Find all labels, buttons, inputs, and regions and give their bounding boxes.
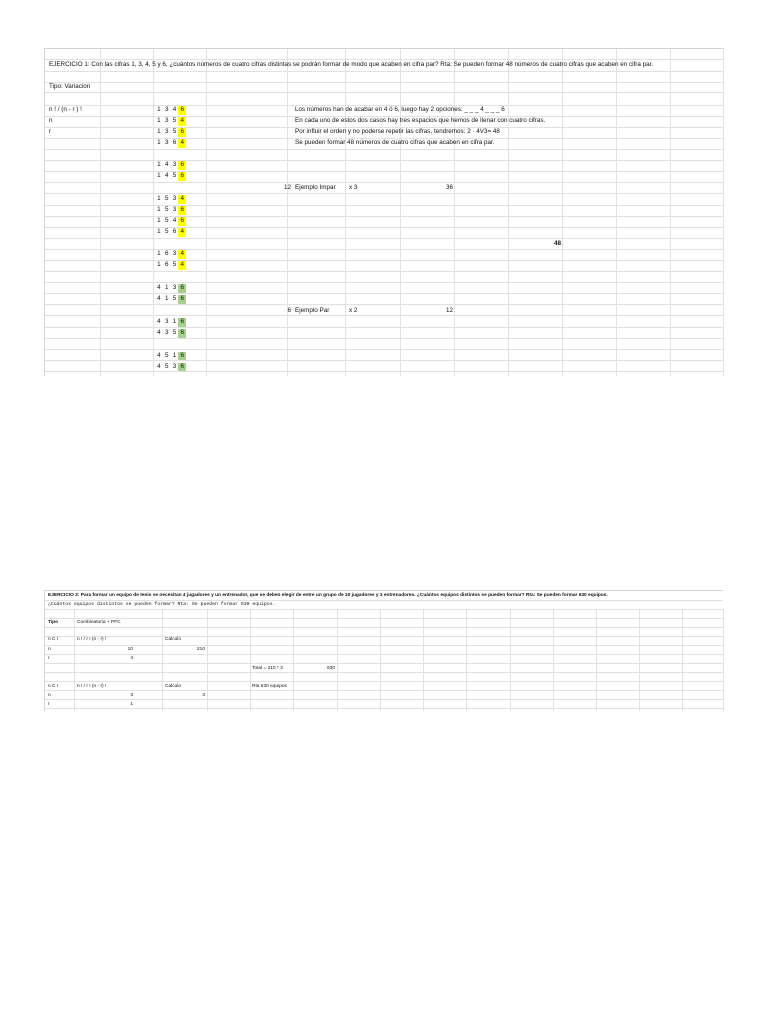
number-row: [155, 363, 186, 371]
digit-cell: 5: [164, 217, 169, 224]
number-row: [155, 329, 186, 337]
number-row: [155, 250, 186, 258]
digit-cell: 1: [157, 117, 161, 124]
explanation-line: Se pueden formar 48 números de cuatro cifras que acaben en cifra par.: [295, 139, 495, 146]
number-row: [155, 352, 186, 360]
digit-cell: 4: [180, 250, 185, 257]
tipo-label: Tipo: [48, 620, 59, 625]
calculo-value: 210: [196, 647, 205, 652]
combination-formula: n ! / r ! (n - r) !: [77, 684, 107, 689]
digit-cell: 1: [157, 172, 161, 179]
digit-cell: 1: [172, 352, 177, 359]
digit-cell: 4: [157, 318, 161, 325]
digit-cell: 6: [180, 318, 185, 325]
digit-cell: 1: [164, 295, 169, 302]
digit-cell: 6: [180, 284, 185, 291]
digit-cell: 5: [164, 195, 169, 202]
ncr-label: n C r: [48, 637, 59, 642]
digit-cell: 3: [172, 250, 177, 257]
number-row: [155, 295, 186, 303]
r-value: 1: [130, 702, 133, 707]
digit-cell: 4: [157, 329, 161, 336]
digit-cell: 3: [164, 117, 169, 124]
digit-cell: 3: [172, 195, 177, 202]
digit-cell: 4: [172, 217, 177, 224]
digit-cell: 6: [180, 128, 185, 135]
digit-cell: 6: [172, 228, 177, 235]
digit-cell: 5: [164, 352, 169, 359]
digit-cell: 5: [164, 206, 169, 213]
number-row: [155, 318, 186, 326]
spreadsheet-ejercicio-2: [44, 590, 723, 711]
number-row: [155, 195, 186, 203]
digit-cell: 6: [180, 295, 185, 302]
exercise-1-title: EJERCICIO 1: Con las cifras 1, 3, 4, 5 y 6, ¿cuántos números de cuatro cifras distintas se podrán formar de modo que acaben en cifra par? Rta: Se pueden formar 48 números de cuatro cifras que acaben en cifra par.: [49, 61, 654, 68]
digit-cell: 5: [172, 329, 177, 336]
impar-count: 12: [283, 184, 291, 191]
r-label: r: [48, 702, 50, 707]
digit-cell: 4: [180, 195, 185, 202]
digit-cell: 3: [172, 161, 177, 168]
digit-cell: 3: [172, 363, 177, 370]
total-value: 630: [326, 666, 335, 671]
digit-cell: 6: [180, 217, 185, 224]
par-multiplier: x 2: [349, 307, 358, 314]
digit-cell: 1: [164, 284, 169, 291]
digit-cell: 4: [180, 228, 185, 235]
number-row: [155, 228, 186, 236]
r-label: r: [48, 656, 50, 661]
digit-cell: 3: [164, 106, 169, 113]
number-row: [155, 172, 186, 180]
impar-multiplier: x 3: [349, 184, 358, 191]
exercise-2-title: EJERCICIO 2: Para formar un equipo de tenis se necesitan 4 jugadores y un entrenador, que se deben elegir de entre un grupo de 10 jugadores y 3 entrenadores. ¿Cuántos equipos distintos se pueden formar? Rta: Se pueden formar 630 equipos.: [48, 593, 608, 598]
digit-cell: 5: [172, 261, 177, 268]
digit-cell: 6: [180, 329, 185, 336]
digit-cell: 1: [157, 206, 161, 213]
digit-cell: 1: [157, 139, 161, 146]
digit-cell: 6: [164, 261, 169, 268]
par-count: 6: [287, 307, 291, 314]
digit-cell: 1: [157, 161, 161, 168]
n-value: 3: [130, 693, 133, 698]
digit-cell: 1: [157, 217, 161, 224]
total-result: 48: [553, 240, 561, 247]
par-label: Ejemplo Par: [295, 307, 330, 314]
digit-cell: 4: [180, 117, 185, 124]
digit-cell: 5: [172, 128, 177, 135]
digit-cell: 4: [157, 284, 161, 291]
n-label: n: [49, 117, 53, 124]
digit-cell: 6: [172, 139, 177, 146]
digit-cell: 3: [164, 139, 169, 146]
exercise-2-subtitle: ¿Cuántos equipos distintos se pueden formar? Rta: Se pueden formar 630 equipos.: [48, 602, 276, 607]
digit-cell: 4: [172, 106, 177, 113]
digit-cell: 3: [164, 318, 169, 325]
digit-cell: 3: [172, 284, 177, 291]
digit-cell: 1: [157, 195, 161, 202]
digit-cell: 5: [164, 228, 169, 235]
explanation-line: Los números han de acabar en 4 ó 6, luego hay 2 opciones: _ _ _ 4 _ _ _ 6: [295, 106, 505, 113]
calculo-value: 3: [202, 693, 205, 698]
digit-cell: 5: [172, 295, 177, 302]
digit-cell: 3: [164, 329, 169, 336]
digit-cell: 1: [157, 106, 161, 113]
digit-cell: 6: [180, 206, 185, 213]
digit-cell: 1: [157, 261, 161, 268]
digit-cell: 4: [157, 352, 161, 359]
digit-cell: 6: [180, 363, 185, 370]
r-value: 4: [130, 656, 133, 661]
digit-cell: 6: [180, 161, 185, 168]
digit-cell: 1: [157, 228, 161, 235]
calculo-label: Calculo: [165, 637, 181, 642]
digit-cell: 1: [157, 128, 161, 135]
n-value: 10: [127, 647, 133, 652]
spreadsheet-ejercicio-1: [44, 48, 724, 376]
number-row: [155, 161, 186, 169]
explanation-line: Por influir el orden y no poderse repetir las cifras, tendremos: 2 · 4V3= 48: [295, 128, 500, 135]
digit-cell: 4: [180, 139, 185, 146]
number-row: [155, 128, 186, 136]
digit-cell: 6: [180, 352, 185, 359]
n-label: n: [48, 693, 51, 698]
number-row: [155, 106, 186, 114]
digit-cell: 3: [164, 128, 169, 135]
digit-cell: 3: [172, 206, 177, 213]
digit-cell: 1: [157, 250, 161, 257]
explanation-line: En cada uno de estos dos casos hay tres espacios que hemos de llenar con cuatro cifras.: [295, 117, 546, 124]
answer-label: Rta 630 equipos: [252, 684, 287, 689]
n-label: n: [48, 647, 51, 652]
digit-cell: 5: [172, 117, 177, 124]
digit-cell: 5: [172, 172, 177, 179]
number-row: [155, 261, 186, 269]
combination-formula: n ! / r ! (n - r) !: [77, 637, 107, 642]
digit-cell: 1: [172, 318, 177, 325]
digit-cell: 5: [164, 363, 169, 370]
tipo-label: Tipo: Variacion: [49, 83, 91, 90]
digit-cell: 6: [180, 172, 185, 179]
digit-cell: 4: [157, 363, 161, 370]
number-row: [155, 139, 186, 147]
tipo-value: Combinatoria + PFC: [77, 620, 121, 625]
impar-result: 36: [445, 184, 453, 191]
digit-cell: 4: [180, 261, 185, 268]
formula-label: n ! / (n - r ) !: [49, 106, 82, 113]
number-row: [155, 284, 186, 292]
total-formula: Total = 210 * 3: [252, 666, 283, 671]
calculo-label: Calculo: [165, 684, 181, 689]
digit-cell: 6: [180, 106, 185, 113]
digit-cell: 4: [157, 295, 161, 302]
digit-cell: 4: [164, 161, 169, 168]
ncr-label: n C r: [48, 684, 59, 689]
r-label: r: [49, 128, 52, 135]
digit-cell: 6: [164, 250, 169, 257]
number-row: [155, 206, 186, 214]
number-row: [155, 217, 186, 225]
impar-label: Ejemplo Impar: [295, 184, 336, 191]
par-result: 12: [445, 307, 453, 314]
number-row: [155, 117, 186, 125]
digit-cell: 4: [164, 172, 169, 179]
